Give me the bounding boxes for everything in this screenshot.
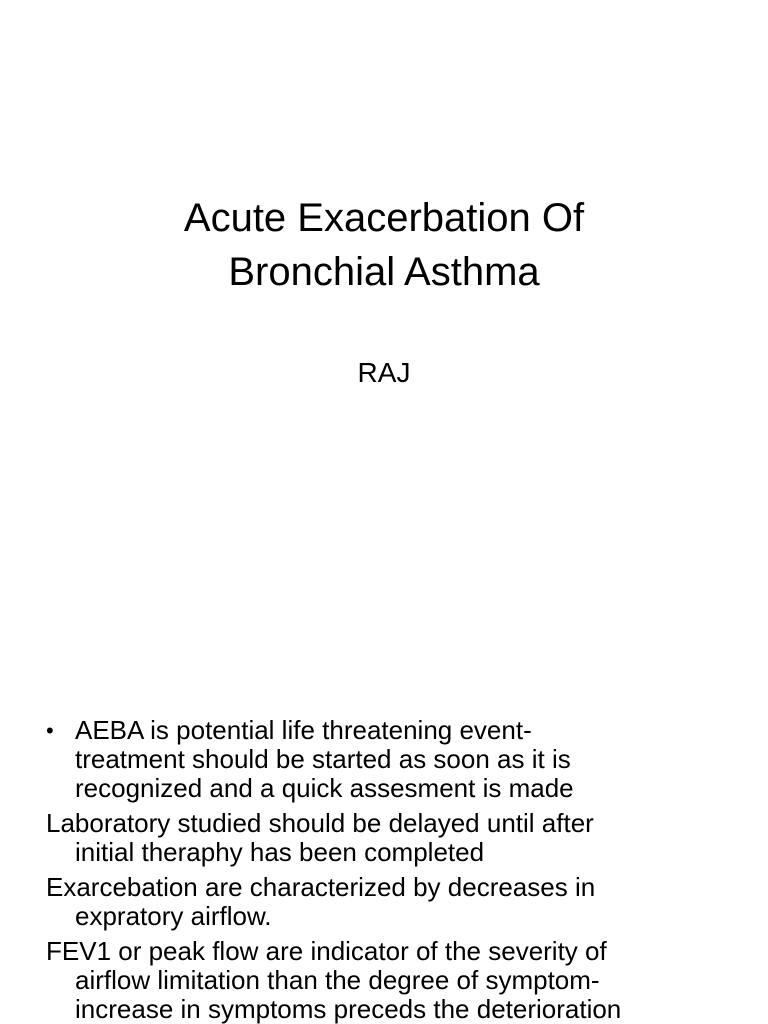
title-line-2: Bronchial Asthma	[228, 250, 540, 294]
title-line-1: Acute Exacerbation Of	[183, 196, 585, 240]
body-line: AEBA is potential life threatening event-	[75, 715, 532, 745]
body-line: recognized and a quick assesment is made	[75, 773, 574, 803]
slide-title	[0, 191, 768, 299]
slide-author: RAJ	[357, 357, 411, 388]
bullet-paragraph	[46, 716, 768, 803]
paragraph	[46, 809, 768, 867]
slide-body	[46, 716, 768, 1024]
body-line: initial theraphy has been completed	[75, 837, 485, 867]
body-line: treatment should be started as soon as it is	[75, 744, 571, 774]
body-line: FEV1 or peak flow are indicator of the severity of	[46, 936, 607, 966]
body-line: expratory airflow.	[75, 901, 272, 931]
paragraph	[46, 873, 768, 931]
body-line: Exarcebation are characterized by decreases in	[46, 872, 596, 902]
body-line: airflow limitation than the degree of symptom-	[75, 965, 600, 995]
body-line: Laboratory studied should be delayed until after	[46, 808, 594, 838]
bullet-icon: •	[46, 718, 54, 743]
paragraph	[46, 937, 768, 1024]
body-line: increase in symptoms preceds the deterioration	[75, 994, 622, 1024]
